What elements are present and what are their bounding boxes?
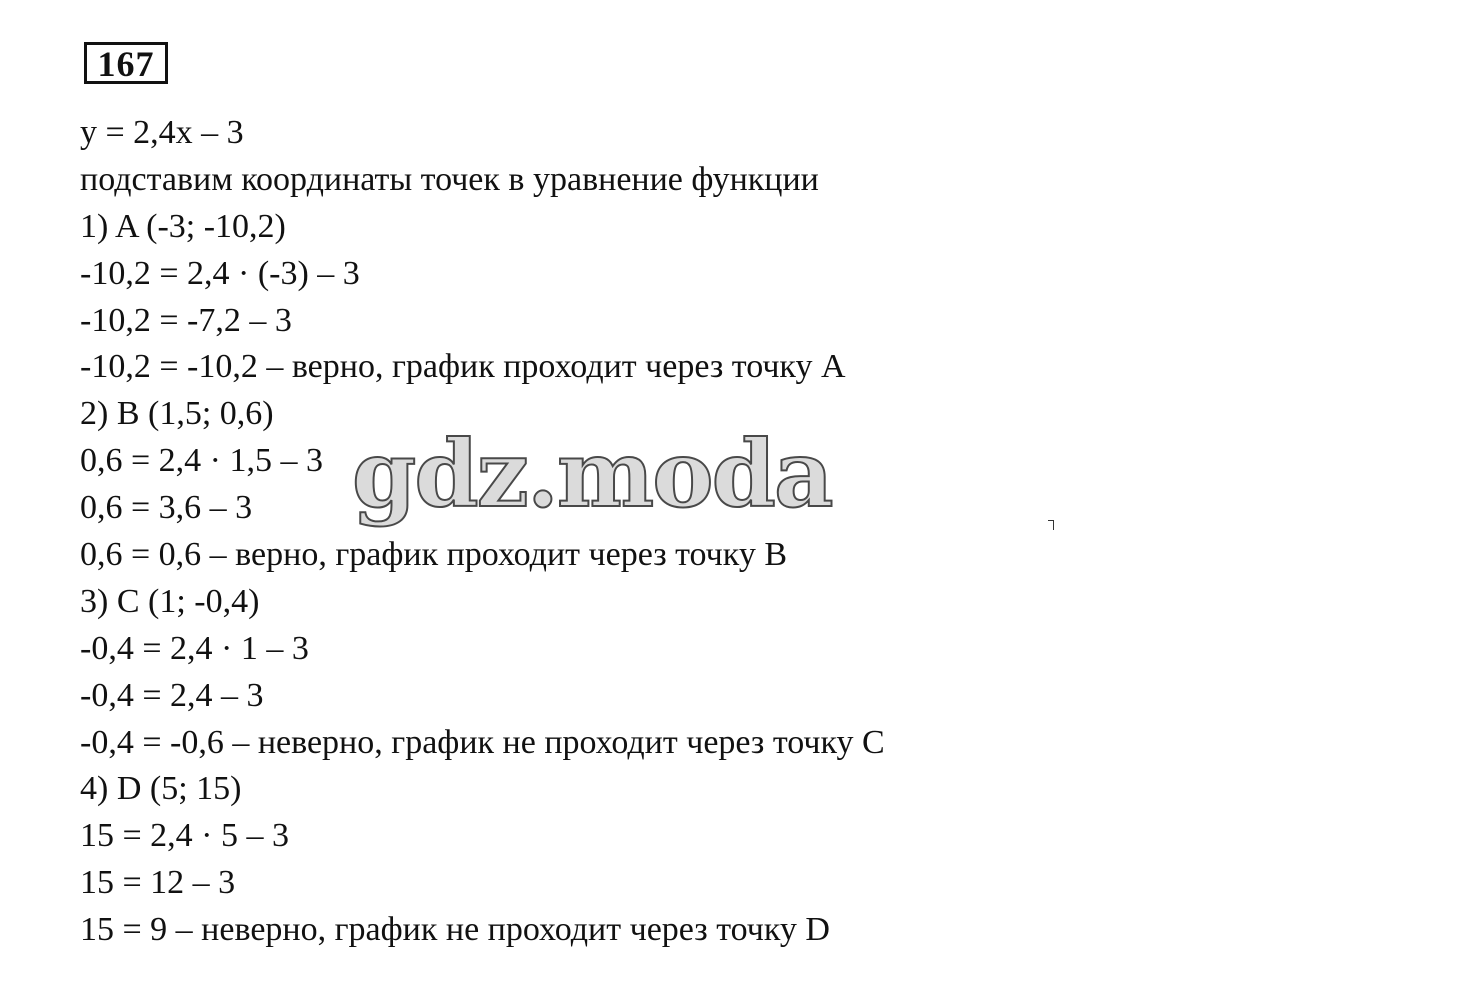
watermark-logo: gdz.moda	[352, 420, 832, 528]
point-a-heading: 1) A (-3; -10,2)	[80, 207, 286, 245]
stray-mark	[1048, 520, 1054, 530]
point-d-step-1: 15 = 2,4 · 5 – 3	[80, 817, 289, 855]
solution-text	[80, 110, 885, 954]
point-c-step-1: -0,4 = 2,4 · 1 – 3	[80, 629, 309, 667]
point-b-conclusion: 0,6 = 0,6 – верно, график проходит через точку B	[80, 536, 787, 574]
point-c-heading: 3) C (1; -0,4)	[80, 582, 260, 620]
point-b-heading: 2) B (1,5; 0,6)	[80, 395, 274, 433]
function-equation: y = 2,4x – 3	[80, 114, 244, 151]
point-b-step-1: 0,6 = 2,4 · 1,5 – 3	[80, 442, 323, 480]
point-d-step-2: 15 = 12 – 3	[80, 864, 236, 902]
point-b-step-2: 0,6 = 3,6 – 3	[80, 489, 253, 527]
point-c-conclusion: -0,4 = -0,6 – неверно, график не проходит через точку C	[80, 723, 885, 761]
point-a-step-2: -10,2 = -7,2 – 3	[80, 301, 292, 339]
point-d-conclusion: 15 = 9 – неверно, график не проходит через точку D	[80, 911, 830, 949]
problem-number: 167	[84, 42, 168, 84]
instruction-line: подставим координаты точек в уравнение функции	[80, 160, 819, 198]
point-d-heading: 4) D (5; 15)	[80, 770, 242, 808]
point-c-step-2: -0,4 = 2,4 – 3	[80, 676, 264, 714]
point-a-conclusion: -10,2 = -10,2 – верно, график проходит через точку A	[80, 348, 846, 386]
point-a-step-1: -10,2 = 2,4 · (-3) – 3	[80, 254, 360, 292]
